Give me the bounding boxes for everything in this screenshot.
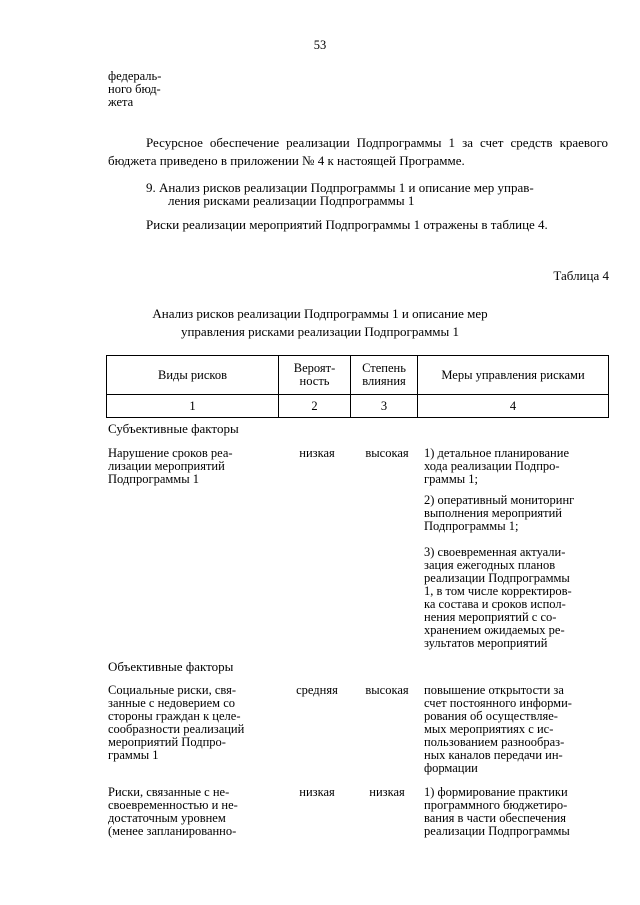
cell-line: рования об осуществляе-: [424, 709, 558, 723]
cell-line: выполнения мероприятий: [424, 506, 562, 520]
cell-line: достаточным уровнем: [108, 811, 226, 825]
measure-cell: [424, 494, 609, 533]
impact-cell: высокая: [365, 683, 409, 697]
cell-line: сообразности реализаций: [108, 722, 245, 736]
header-probability: [279, 356, 351, 395]
cell-line: Социальные риски, свя-: [108, 683, 237, 697]
measure-cell: [424, 786, 609, 838]
risk-cell: [108, 684, 268, 762]
risk-cell: [108, 786, 268, 838]
section-heading-9: [146, 181, 608, 207]
cell-line: граммы 1;: [424, 472, 478, 486]
probability-cell: низкая: [299, 785, 335, 799]
cell-line: мероприятий Подпро-: [108, 735, 226, 749]
fragment-line: жета: [108, 95, 134, 109]
table-title-line: управления рисками реализации Подпрограммы 1: [180, 324, 460, 339]
cell-line: зация ежегодных планов: [424, 558, 556, 572]
section-subjective-factors: Субъективные факторы: [108, 421, 239, 436]
cell-line: мых мероприятиях с ис-: [424, 722, 554, 736]
cell-line: (менее запланированно-: [108, 824, 237, 838]
table-cell-fragment: [108, 70, 161, 109]
cell-line: 3) своевременная актуали-: [424, 545, 566, 559]
fragment-line: ного бюд-: [108, 82, 161, 96]
cell-line: повышение открытости за: [424, 683, 564, 697]
cell-line: Подпрограммы 1: [108, 472, 199, 486]
paragraph-text: Ресурсное обеспечение реализации Подпрограммы 1 за счет средств краевого бюджета приведено в приложении № 4 к настоящей Программе.: [108, 135, 608, 168]
cell-line: Риски, связанные с не-: [108, 785, 230, 799]
header-risk-types: Виды рисков: [107, 356, 279, 395]
measure-cell: [424, 546, 609, 650]
header-line: ность: [299, 374, 330, 388]
cell-line: Подпрограммы 1;: [424, 519, 519, 533]
measure-cell: [424, 447, 609, 486]
cell-line: хранением ожидаемых ре-: [424, 623, 565, 637]
cell-line: ных каналов передачи ин-: [424, 748, 563, 762]
cell-line: реализации Подпрограммы: [424, 824, 570, 838]
section-objective-factors: Объективные факторы: [108, 659, 234, 674]
cell-line: 1) формирование практики: [424, 785, 568, 799]
cell-line: реализации Подпрограммы: [424, 571, 570, 585]
risk-table-header: [106, 355, 609, 418]
cell-line: вания в части обеспечения: [424, 811, 566, 825]
heading-line: 9. Анализ рисков реализации Подпрограммы 1 и описание мер управ-: [146, 180, 534, 195]
cell-line: лизации мероприятий: [108, 459, 225, 473]
heading-line: ления рисками реализации Подпрограммы 1: [168, 193, 415, 208]
cell-line: Нарушение сроков реа-: [108, 446, 233, 460]
column-number: 4: [418, 395, 609, 418]
probability-cell: низкая: [299, 446, 335, 460]
risk-cell: [108, 447, 268, 486]
header-line: влияния: [362, 374, 406, 388]
cell-line: стороны граждан к целе-: [108, 709, 241, 723]
impact-cell: высокая: [365, 446, 409, 460]
cell-line: программного бюджетиро-: [424, 798, 568, 812]
measure-cell: [424, 684, 609, 775]
cell-line: нения мероприятий с со-: [424, 610, 557, 624]
cell-line: счет постоянного информи-: [424, 696, 572, 710]
cell-line: формации: [424, 761, 478, 775]
paragraph-text: Риски реализации мероприятий Подпрограммы 1 отражены в таблице 4.: [146, 217, 548, 232]
cell-line: занные с недоверием со: [108, 696, 235, 710]
cell-line: пользованием разнообраз-: [424, 735, 565, 749]
cell-line: граммы 1: [108, 748, 159, 762]
column-number: 2: [279, 395, 351, 418]
cell-line: хода реализации Подпро-: [424, 459, 560, 473]
header-impact: [351, 356, 418, 395]
header-line: Вероят-: [293, 361, 336, 375]
table-label: Таблица 4: [553, 268, 609, 283]
cell-line: 2) оперативный мониторинг: [424, 493, 575, 507]
header-measures: Меры управления рисками: [418, 356, 609, 395]
paragraph-risks: [108, 216, 608, 234]
table-title-line: Анализ рисков реализации Подпрограммы 1 и описание мер: [152, 306, 488, 321]
cell-line: 1) детальное планирование: [424, 446, 569, 460]
column-number: 3: [351, 395, 418, 418]
paragraph-resource-provision: [108, 134, 608, 170]
cell-line: 1, в том числе корректиров-: [424, 584, 572, 598]
header-line: Степень: [362, 361, 406, 375]
cell-line: ка состава и сроков испол-: [424, 597, 566, 611]
cell-line: своевременностью и не-: [108, 798, 238, 812]
table-title: [0, 305, 640, 341]
column-number: 1: [107, 395, 279, 418]
page-number: 53: [313, 38, 327, 52]
probability-cell: средняя: [296, 683, 338, 697]
fragment-line: федераль-: [108, 69, 162, 83]
cell-line: зультатов мероприятий: [424, 636, 548, 650]
impact-cell: низкая: [369, 785, 405, 799]
